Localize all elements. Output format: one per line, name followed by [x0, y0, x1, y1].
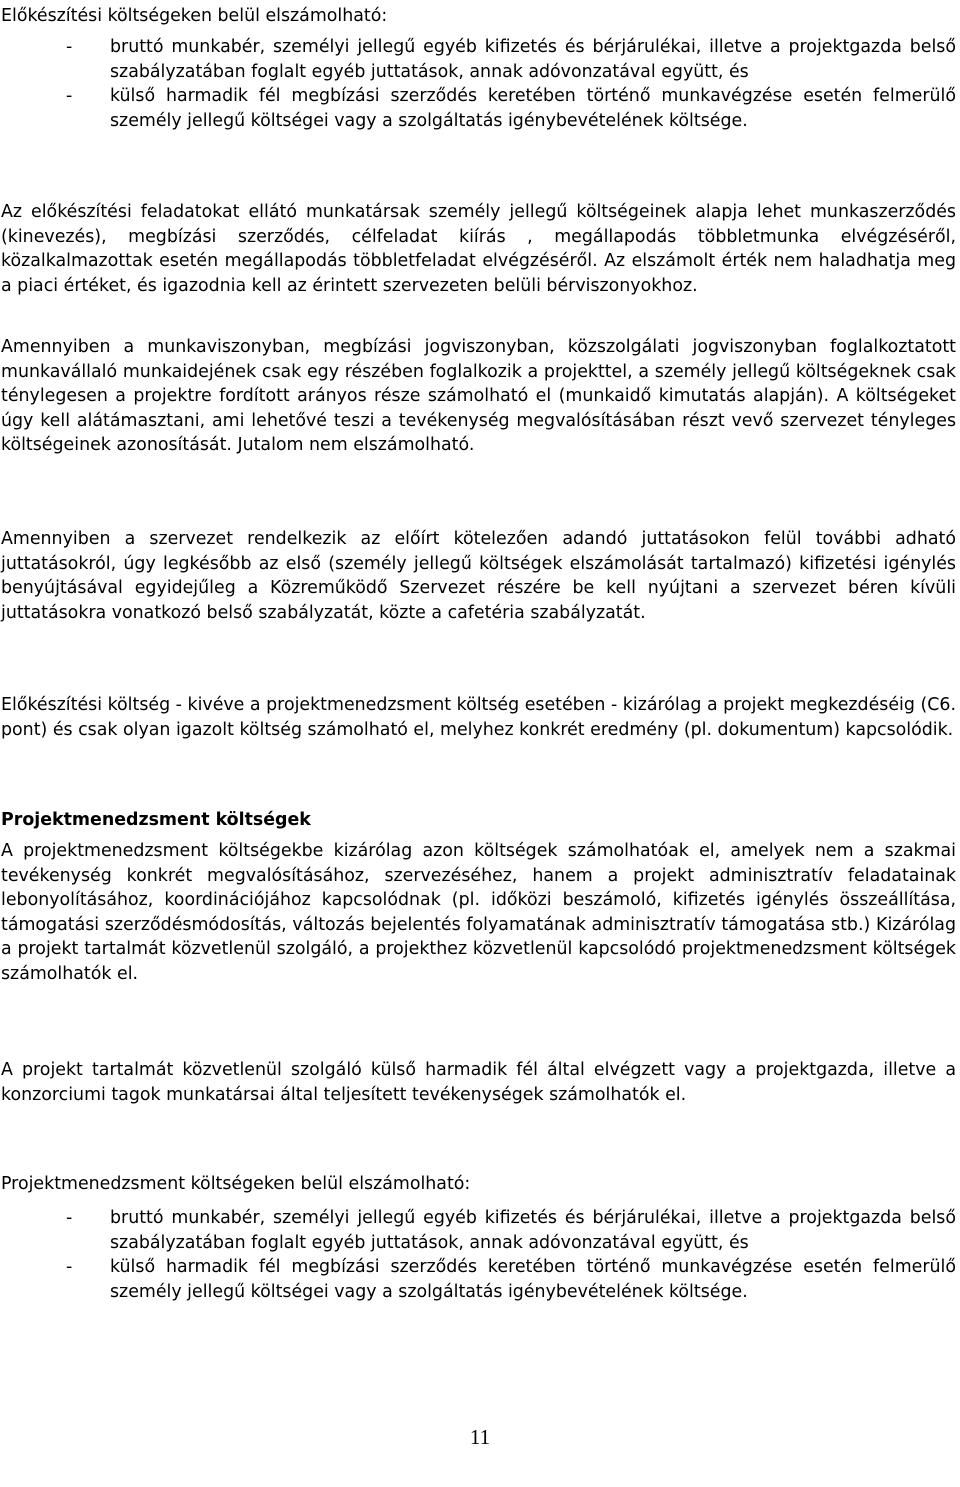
paragraph-2: Amennyiben a munkaviszonyban, megbízási jogviszonyban, közszolgálati jogviszonyban foglalkoztatott munkavállaló munkaidejének csak egy részében foglalkozik a projekttel, a személy jellegű költségeknek csak ténylegesen a projektre fordított arányos része számolható el (munkaidő kimutatás alapján). A költségeket úgy kell alátámasztani, ami lehetővé teszi a tevékenység megvalósításában részt vevő szervezet tényleges költségeinek azonosítását. Jutalom nem elszámolható. [1, 337, 956, 456]
section-heading: Projektmenedzsment költségek [1, 810, 311, 830]
bullet-dash: - [66, 1208, 73, 1228]
list2 [1, 1206, 956, 1304]
list-item [1, 1206, 956, 1255]
paragraph-6: A projekt tartalmát közvetlenül szolgáló külső harmadik fél által elvégzett vagy a projektgazda, illetve a konzorciumi tagok munkatársai által teljesített tevékenységek számolhatók el. [1, 1060, 956, 1105]
list1-intro: Előkészítési költségeken belül elszámolható: [1, 6, 388, 26]
list2-intro: Projektmenedzsment költségeken belül elszámolható: [1, 1174, 471, 1194]
paragraph-1: Az előkészítési feladatokat ellátó munkatársak személy jellegű költségeinek alapja lehet munkaszerződés (kinevezés), megbízási szerződés, célfeladat kiírás , megállapodás többletmunka elvégzéséről, közalkalmazottak esetén megállapodás többletfeladat elvégzéséről. Az elszámolt érték nem haladhatja meg a piaci értéket, és igazodnia kell az érintett szervezeten belüli bérviszonyokhoz. [1, 202, 956, 296]
bullet-dash: - [66, 1257, 73, 1278]
list-item-text: külső harmadik fél megbízási szerződés keretében történő munkavégzése esetén felmerülő személy jellegű költségei vagy a szolgáltatás igénybevételének költsége. [110, 86, 956, 131]
paragraph-3: Amennyiben a szervezet rendelkezik az előírt kötelezően adandó juttatásokon felül további adható juttatásokról, úgy legkésőbb az első (személy jellegű költségek elszámolását tartalmazó) kifizetési igénylés benyújtásával egyidejűleg a Közreműködő Szervezet részére be kell nyújtani a szervezet béren kívüli juttatásokra vonatkozó belső szabályzatát, közte a cafetéria szabályzatát. [1, 529, 956, 623]
bullet-dash: - [66, 86, 73, 107]
list-item [1, 1255, 956, 1304]
list-item [1, 35, 956, 84]
list-item-text: bruttó munkabér, személyi jellegű egyéb kifizetés és bérjárulékai, illetve a projektgazda belső szabályzatában foglalt egyéb juttatások, annak adóvonzatával együtt, és [110, 1208, 956, 1253]
page-number: 11 [469, 1425, 491, 1449]
bullet-dash: - [66, 37, 73, 57]
list1 [1, 35, 956, 133]
paragraph-4: Előkészítési költség - kivéve a projektmenedzsment költség esetében - kizárólag a projekt megkezdéséig (C6. pont) és csak olyan igazolt költség számolható el, melyhez konkrét eredmény (pl. dokumentum) kapcsolódik. [1, 695, 956, 740]
list-item [1, 84, 956, 133]
list-item-text: bruttó munkabér, személyi jellegű egyéb kifizetés és bérjárulékai, illetve a projektgazda belső szabályzatában foglalt egyéb juttatások, annak adóvonzatával együtt, és [110, 37, 956, 82]
list-item-text: külső harmadik fél megbízási szerződés keretében történő munkavégzése esetén felmerülő személy jellegű költségei vagy a szolgáltatás igénybevételének költsége. [110, 1257, 956, 1302]
paragraph-5: A projektmenedzsment költségekbe kizárólag azon költségek számolhatóak el, amelyek nem a szakmai tevékenység konkrét megvalósításához, szervezéséhez, hanem a projekt adminisztratív feladatainak lebonyolításához, koordinációjához kapcsolódnak (pl. időközi beszámoló, kifizetés igénylés összeállítása, támogatási szerződésmódosítás, változás bejelentés folyamatának adminisztratív támogatása stb.) Kizárólag a projekt tartalmát közvetlenül szolgáló, a projekthez közvetlenül kapcsolódó projektmenedzsment költségek számolhatók el. [1, 841, 956, 984]
